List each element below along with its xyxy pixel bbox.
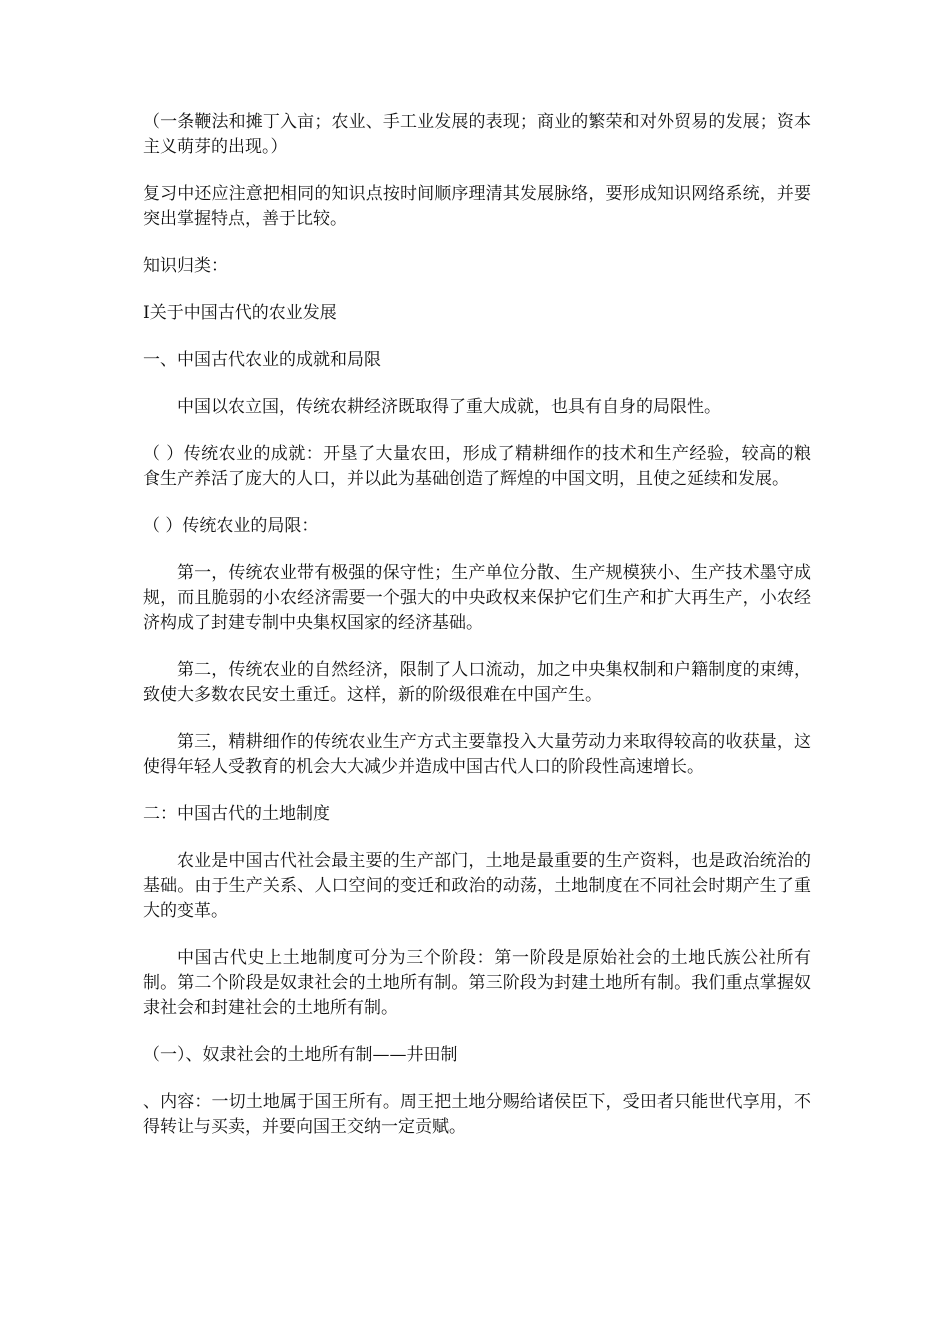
- section-heading: 一、中国古代农业的成就和局限: [143, 350, 381, 370]
- paragraph: （ ）传统农业的成就：开垦了大量农田，形成了精耕细作的技术和生产经验，较高的粮食生产养活了庞大的人口，并以此为基础创造了辉煌的中国文明，且使之延续和发展。: [143, 444, 811, 489]
- section-heading: 二：中国古代的土地制度: [143, 804, 330, 824]
- section-label: 知识归类：: [143, 256, 228, 276]
- document-body: [143, 110, 811, 1162]
- section-heading: Ⅰ关于中国古代的农业发展: [143, 303, 337, 323]
- paragraph: （一条鞭法和摊丁入亩；农业、手工业发展的表现；商业的繁荣和对外贸易的发展；资本主义萌芽的出现。）: [143, 112, 811, 157]
- paragraph: 第二，传统农业的自然经济，限制了人口流动，加之中央集权制和户籍制度的束缚，致使大多数农民安土重迁。这样，新的阶级很难在中国产生。: [143, 660, 811, 705]
- paragraph: 第一，传统农业带有极强的保守性；生产单位分散、生产规模狭小、生产技术墨守成规，而且脆弱的小农经济需要一个强大的中央政权来保护它们生产和扩大再生产，小农经济构成了封建专制中央集权国家的经济基础。: [143, 563, 811, 633]
- paragraph: 中国古代史上土地制度可分为三个阶段：第一阶段是原始社会的土地氏族公社所有制。第二个阶段是奴隶社会的土地所有制。第三阶段为封建土地所有制。我们重点掌握奴隶社会和封建社会的土地所有制。: [143, 948, 811, 1018]
- paragraph: 农业是中国古代社会最主要的生产部门，土地是最重要的生产资料，也是政治统治的基础。由于生产关系、人口空间的变迁和政治的动荡，土地制度在不同社会时期产生了重大的变革。: [143, 851, 811, 921]
- paragraph: 、内容：一切土地属于国王所有。周王把土地分赐给诸侯臣下，受田者只能世代享用，不得转让与买卖，并要向国王交纳一定贡赋。: [143, 1092, 811, 1137]
- sub-heading: （一）、奴隶社会的土地所有制——井田制: [143, 1045, 458, 1065]
- paragraph: 第三，精耕细作的传统农业生产方式主要靠投入大量劳动力来取得较高的收获量，这使得年轻人受教育的机会大大减少并造成中国古代人口的阶段性高速增长。: [143, 732, 811, 777]
- paragraph: 中国以农立国，传统农耕经济既取得了重大成就，也具有自身的局限性。: [177, 397, 721, 417]
- paragraph: 复习中还应注意把相同的知识点按时间顺序理清其发展脉络，要形成知识网络系统，并要突出掌握特点，善于比较。: [143, 184, 811, 229]
- sub-heading: （ ）传统农业的局限：: [143, 516, 319, 536]
